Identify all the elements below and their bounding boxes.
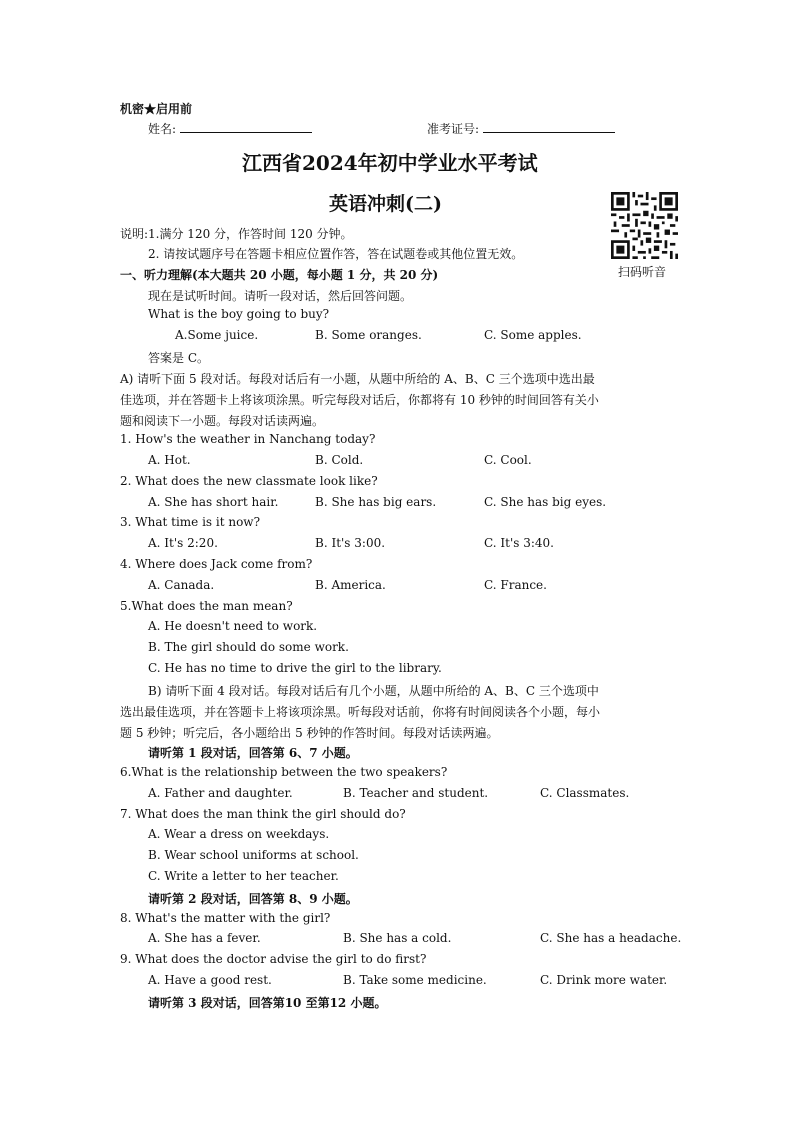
part-a-instructions-1: A) 请听下面 5 段对话。每段对话后有一小题，从题中所给的 A、B、C 三个选项中选出最 <box>120 372 595 386</box>
question-4: 4. Where does Jack come from? <box>120 557 313 571</box>
qr-caption: 扫码听音 <box>618 265 667 279</box>
q8-option-a: A. She has a fever. <box>148 931 261 945</box>
trial-intro: 现在是试听时间。请听一段对话，然后回答问题。 <box>148 289 413 303</box>
q4-option-c: C. France. <box>484 578 547 592</box>
name-label: 姓名: <box>148 122 177 136</box>
sample-answer: 答案是 C。 <box>148 351 209 365</box>
question-1: 1. How's the weather in Nanchang today? <box>120 432 376 446</box>
q1-option-c: C. Cool. <box>484 453 532 467</box>
exam-subtitle: 英语冲刺(二) <box>329 193 442 215</box>
q2-option-a: A. She has short hair. <box>148 495 279 509</box>
dialogue-2-heading: 请听第 2 段对话，回答第 8、9 小题。 <box>148 892 358 906</box>
question-2: 2. What does the new classmate look like? <box>120 474 378 488</box>
q1-option-a: A. Hot. <box>148 453 191 467</box>
sample-option-b: B. Some oranges. <box>315 328 422 342</box>
note-1: 说明:1.满分 120 分，作答时间 120 分钟。 <box>120 227 353 241</box>
qr-code-image[interactable] <box>611 192 678 259</box>
exam-id-blank[interactable] <box>483 120 615 133</box>
part-b-instructions-3: 题 5 秒钟；听完后，各小题给出 5 秒钟的作答时间。每段对话读两遍。 <box>120 726 499 740</box>
q4-option-a: A. Canada. <box>148 578 215 592</box>
question-3: 3. What time is it now? <box>120 515 261 529</box>
name-blank[interactable] <box>180 120 312 133</box>
q9-option-a: A. Have a good rest. <box>148 973 272 987</box>
question-7: 7. What does the man think the girl should do? <box>120 807 406 821</box>
q5-option-c: C. He has no time to drive the girl to the library. <box>148 661 442 675</box>
q3-option-c: C. It's 3:40. <box>484 536 554 550</box>
q6-option-c: C. Classmates. <box>540 786 630 800</box>
q8-option-c: C. She has a headache. <box>540 931 682 945</box>
sample-option-c: C. Some apples. <box>484 328 582 342</box>
q9-option-c: C. Drink more water. <box>540 973 668 987</box>
q7-option-a: A. Wear a dress on weekdays. <box>148 827 330 841</box>
q2-option-c: C. She has big eyes. <box>484 495 607 509</box>
q1-option-b: B. Cold. <box>315 453 364 467</box>
note-2: 2. 请按试题序号在答题卡相应位置作答，答在试题卷或其他位置无效。 <box>148 247 524 261</box>
exam-id-label: 准考证号: <box>427 122 480 136</box>
q9-option-b: B. Take some medicine. <box>343 973 487 987</box>
q3-option-b: B. It's 3:00. <box>315 536 386 550</box>
question-8: 8. What's the matter with the girl? <box>120 911 331 925</box>
name-field[interactable] <box>148 120 312 137</box>
part-a-instructions-2: 佳选项，并在答题卡上将该项涂黑。听完每段对话后，你都将有 10 秒钟的时间回答有关小 <box>120 393 599 407</box>
question-5: 5.What does the man mean? <box>120 599 293 613</box>
q5-option-b: B. The girl should do some work. <box>148 640 349 654</box>
q8-option-b: B. She has a cold. <box>343 931 452 945</box>
q5-option-a: A. He doesn't need to work. <box>148 619 318 633</box>
question-6: 6.What is the relationship between the two speakers? <box>120 765 448 779</box>
sample-option-a: A.Some juice. <box>175 328 259 342</box>
q4-option-b: B. America. <box>315 578 386 592</box>
q7-option-c: C. Write a letter to her teacher. <box>148 869 339 883</box>
section-heading: 一、听力理解(本大题共 20 小题，每小题 1 分，共 20 分) <box>120 268 439 282</box>
confidential-mark: 机密★启用前 <box>120 102 193 116</box>
exam-title: 江西省2024年初中学业水平考试 <box>242 151 538 175</box>
part-a-instructions-3: 题和阅读下一小题。每段对话读两遍。 <box>120 414 325 428</box>
q6-option-b: B. Teacher and student. <box>343 786 489 800</box>
q2-option-b: B. She has big ears. <box>315 495 437 509</box>
sample-question: What is the boy going to buy? <box>148 307 330 321</box>
part-b-instructions-1: B) 请听下面 4 段对话。每段对话后有几个小题，从题中所给的 A、B、C 三个选项中 <box>148 684 599 698</box>
q7-option-b: B. Wear school uniforms at school. <box>148 848 359 862</box>
dialogue-3-heading: 请听第 3 段对话，回答第10 至第12 小题。 <box>148 996 387 1010</box>
exam-id-field[interactable] <box>427 120 615 137</box>
part-b-instructions-2: 选出最佳选项，并在答题卡上将该项涂黑。听每段对话前，你将有时间阅读各个小题，每小 <box>120 705 601 719</box>
question-9: 9. What does the doctor advise the girl to do first? <box>120 952 427 966</box>
dialogue-1-heading: 请听第 1 段对话，回答第 6、7 小题。 <box>148 746 358 760</box>
q3-option-a: A. It's 2:20. <box>148 536 218 550</box>
q6-option-a: A. Father and daughter. <box>148 786 293 800</box>
